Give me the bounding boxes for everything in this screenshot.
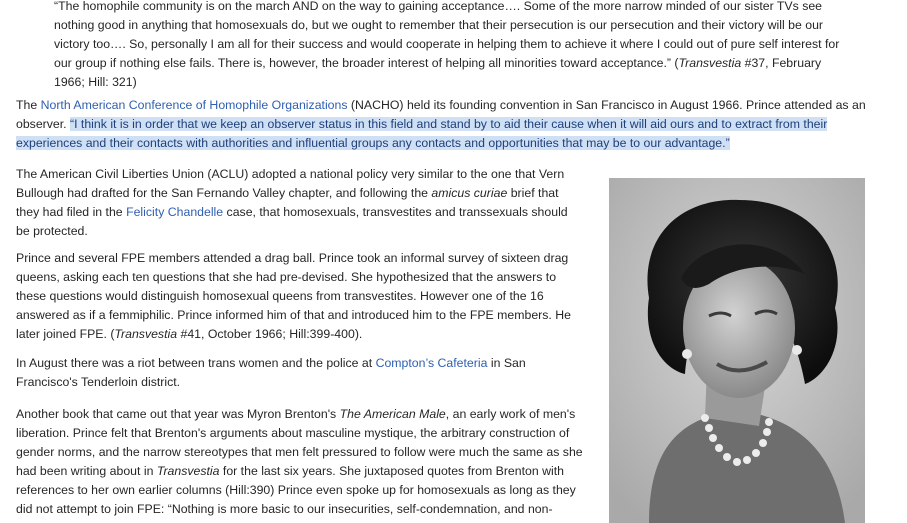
nacho-link[interactable]: North American Conference of Homophile Organizations (40, 98, 348, 112)
drag-ball-paragraph: Prince and several FPE members attended a drag ball. Prince took an informal survey of sixteen drag queens, asking each ten questions that she had pre-devised. She hypothesized that the answers to these questions would distinguish homosexual queens from transvestites. However one of the 16 answered as if a femmiphilic. Prince informed him of that and introduced him to the FPE members. He later joined FPE. (Transvestia #41, October 1966; Hill:399-400). (16, 251, 571, 341)
transvestia-quote: “The homophile community is on the march AND on the way to gaining acceptance…. Some of the more narrow minded of our sister TVs see nothing good in anything that homosexuals do, but we ought to remember that their persecution is our persecution and their victory will be our victory too…. So, personally I am all for their success and would cooperate in helping them to achieve it where I could out of pure self interest for our group if nothing else fails. There is, however, the broader interest of helping all minorities toward acceptance.” (Transvestia #37, February 1966; Hill: 321) (54, 0, 840, 89)
comptons-cafeteria-link[interactable]: Compton’s Cafeteria (375, 356, 488, 370)
nacho-paragraph: The North American Conference of Homophile Organizations (NACHO) held its founding convention in San Francisco in August 1966. Prince attended as an observer. “I think it is in order that we keep an observer status in this field and stand by to aid their cause when it will aid ours and to extract from their experiences and their contacts with authorities and influential groups any contacts and opportunities that may be to our advantage.” (16, 98, 866, 150)
american-male-paragraph: Another book that came out that year was Myron Brenton's The American Male, an early work of men's liberation. Prince felt that Brenton's arguments about masculine mystique, the arbitrary construction of gender norms, and the narrow stereotypes that men felt pressured to follow were much the same as she had been writing about in Transvestia for the last six years. She juxtaposed quotes from Brenton with references to her own earlier columns (Hill:390) Prince even spoke up for homosexuals as long as they did not attempt to join FPE: “Nothing is more basic to our insecurities, self-condemnation, and non- (16, 407, 583, 516)
felicity-chandelle-link[interactable]: Felicity Chandelle (126, 205, 224, 219)
comptons-riot-paragraph: In August there was a riot between trans women and the police at Compton’s Cafeteria in San Francisco's Tenderloin district. (16, 356, 526, 389)
portrait-photo (609, 178, 865, 523)
aclu-paragraph: The American Civil Liberties Union (ACLU) adopted a national policy very similar to the one that Vern Bullough had drafted for the San Fernando Valley chapter, and following the amicus curiae brief that they had filed in the Felicity Chandelle case, that homosexuals, transvestites and transsexuals should be protected. (16, 167, 568, 238)
portrait-photo-icon (609, 178, 865, 523)
selected-text[interactable]: “I think it is in order that we keep an observer status in this field and stand by to aid their cause when it will aid ours and to extract from their experiences and their contacts with authorities and influential groups any contacts and opportunities that may be to our advantage.” (16, 117, 828, 150)
